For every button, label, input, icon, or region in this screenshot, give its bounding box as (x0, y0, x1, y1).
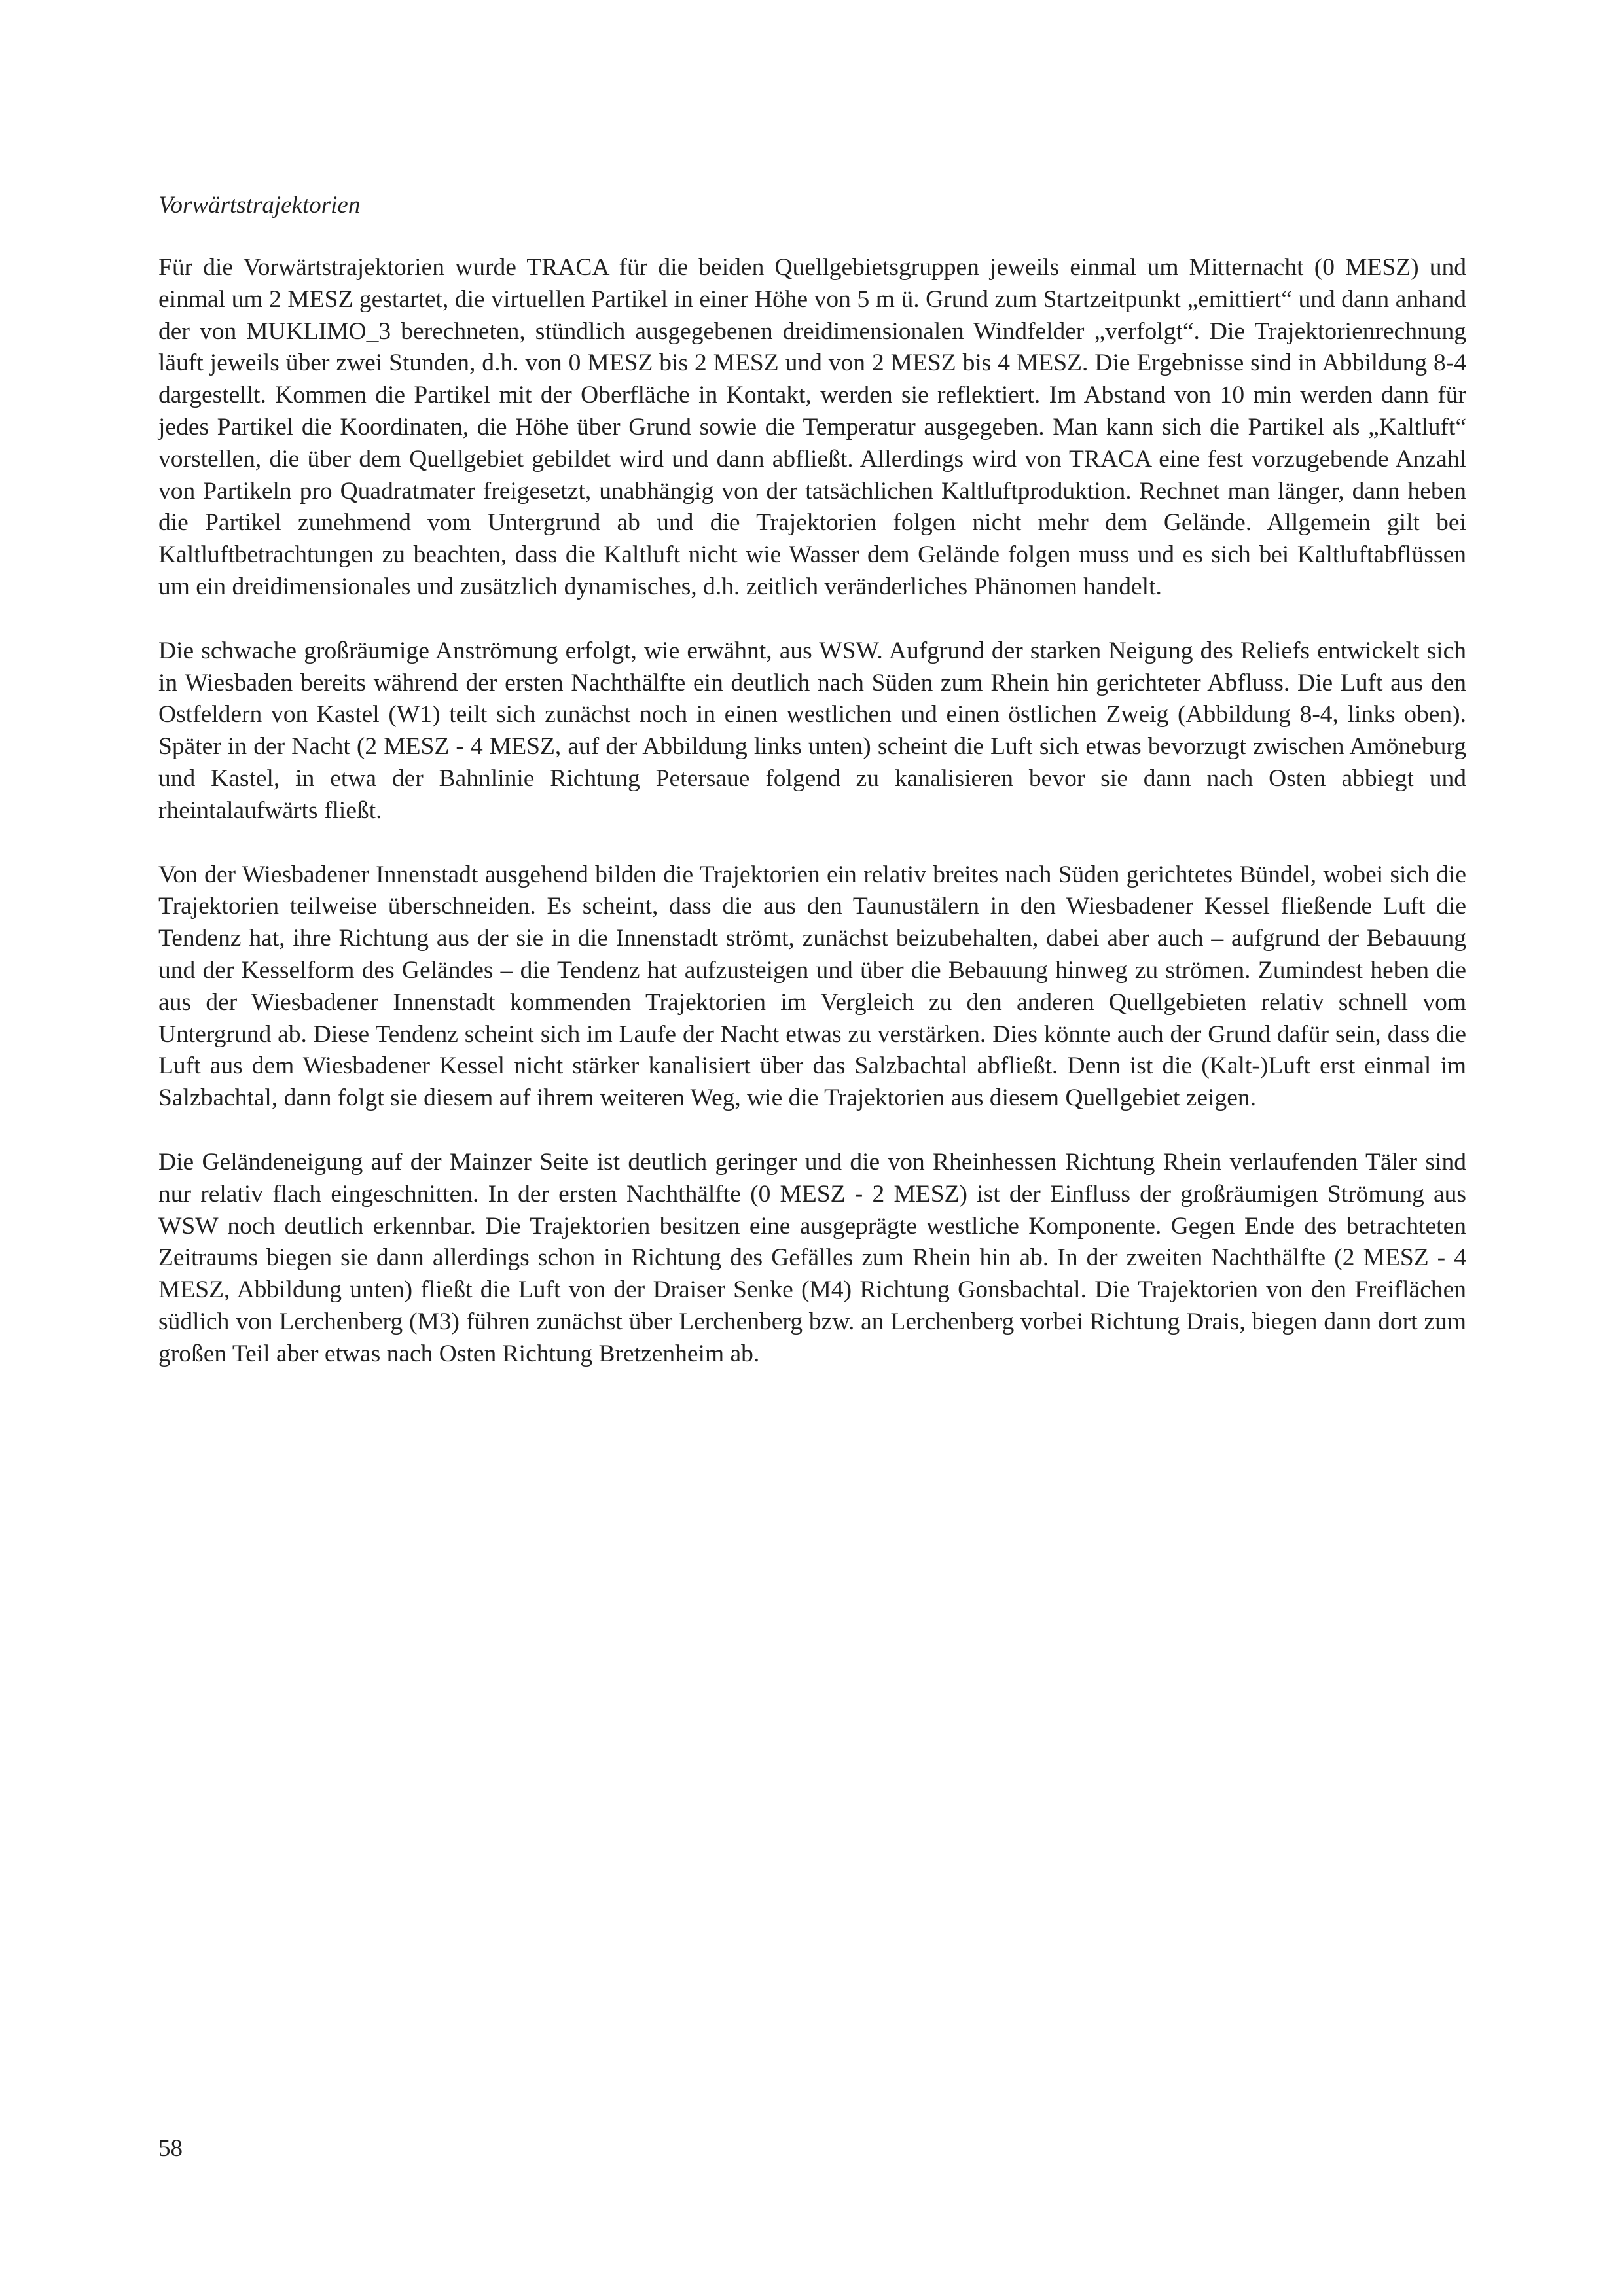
paragraph-1: Für die Vorwärtstrajektorien wurde TRACA für die beiden Quellgebietsgruppen jeweils einmal um Mitternacht (0 MESZ) und einmal um 2 MESZ gestartet, die virtuellen Partikel in einer Höhe von 5 m ü. Grund zum Startzeitpunkt „emittiert“ und dann anhand der von MUKLIMO_3 berechneten, stündlich ausgegebenen dreidimensionalen Windfelder „verfolgt“. Die Trajektorienrechnung läuft jeweils über zwei Stunden, d.h. von 0 MESZ bis 2 MESZ und von 2 MESZ bis 4 MESZ. Die Ergebnisse sind in Abbildung 8-4 dargestellt. Kommen die Partikel mit der Oberfläche in Kontakt, werden sie reflektiert. Im Abstand von 10 min werden dann für jedes Partikel die Koordinaten, die Höhe über Grund sowie die Temperatur ausgegeben. Man kann sich die Partikel als „Kaltluft“ vorstellen, die über dem Quellgebiet gebildet wird und dann abfließt. Allerdings wird von TRACA eine fest vorzugebende Anzahl von Partikeln pro Quadratmater freigesetzt, unabhängig von der tatsächlichen Kaltluftproduktion. Rechnet man länger, dann heben die Partikel zunehmend vom Untergrund ab und die Trajektorien folgen nicht mehr dem Gelände. Allgemein gilt bei Kaltluftbetrachtungen zu beachten, dass die Kaltluft nicht wie Wasser dem Gelände folgen muss und es sich bei Kaltluftabflüssen um ein dreidimensionales und zusätzlich dynamisches, d.h. zeitlich veränderliches Phänomen handelt. (158, 254, 1466, 600)
paragraph-2: Die schwache großräumige Anströmung erfolgt, wie erwähnt, aus WSW. Aufgrund der starken Neigung des Reliefs entwickelt sich in Wiesbaden bereits während der ersten Nachthälfte ein deutlich nach Süden zum Rhein hin gerichteter Abfluss. Die Luft aus den Ostfeldern von Kastel (W1) teilt sich zunächst noch in einen westlichen und einen östlichen Zweig (Abbildung 8-4, links oben). Später in der Nacht (2 MESZ - 4 MESZ, auf der Abbildung links unten) scheint die Luft sich etwas bevorzugt zwischen Amöneburg und Kastel, in etwa der Bahnlinie Richtung Petersaue folgend zu kanalisieren bevor sie dann nach Osten abbiegt und rheintalaufwärts fließt. (158, 637, 1466, 824)
paragraph-4: Die Geländeneigung auf der Mainzer Seite ist deutlich geringer und die von Rheinhessen Richtung Rhein verlaufenden Täler sind nur relativ flach eingeschnitten. In der ersten Nachthälfte (0 MESZ - 2 MESZ) ist der Einfluss der großräumigen Strömung aus WSW noch deutlich erkennbar. Die Trajektorien besitzen eine ausgeprägte westliche Komponente. Gegen Ende des betrachteten Zeitraums biegen sie dann allerdings schon in Richtung des Gefälles zum Rhein hin ab. In der zweiten Nachthälfte (2 MESZ - 4 MESZ, Abbildung unten) fließt die Luft von der Draiser Senke (M4) Richtung Gonsbachtal. Die Trajektorien von den Freiflächen südlich von Lerchenberg (M3) führen zunächst über Lerchenberg bzw. an Lerchenberg vorbei Richtung Drais, biegen dann dort zum großen Teil aber etwas nach Osten Richtung Bretzenheim ab. (158, 1148, 1466, 1367)
page-number: 58 (158, 2135, 183, 2162)
section-heading: Vorwärtstrajektorien (158, 192, 361, 219)
paragraph-3: Von der Wiesbadener Innenstadt ausgehend bilden die Trajektorien ein relativ breites nach Süden gerichtetes Bündel, wobei sich die Trajektorien teilweise überschneiden. Es scheint, dass die aus den Taunustälern in den Wiesbadener Kessel fließende Luft die Tendenz hat, ihre Richtung aus der sie in die Innenstadt strömt, zunächst beizubehalten, dabei aber auch – aufgrund der Bebauung und der Kesselform des Geländes – die Tendenz hat aufzusteigen und über die Bebauung hinweg zu strömen. Zumindest heben die aus der Wiesbadener Innenstadt kommenden Trajektorien im Vergleich zu den anderen Quellgebieten relativ schnell vom Untergrund ab. Diese Tendenz scheint sich im Laufe der Nacht etwas zu verstärken. Dies könnte auch der Grund dafür sein, dass die Luft aus dem Wiesbadener Kessel nicht stärker kanalisiert über das Salzbachtal abfließt. Denn ist die (Kalt-)Luft erst einmal im Salzbachtal, dann folgt sie diesem auf ihrem weiteren Weg, wie die Trajektorien aus diesem Quellgebiet zeigen. (158, 861, 1466, 1112)
page-content (158, 191, 1466, 1403)
